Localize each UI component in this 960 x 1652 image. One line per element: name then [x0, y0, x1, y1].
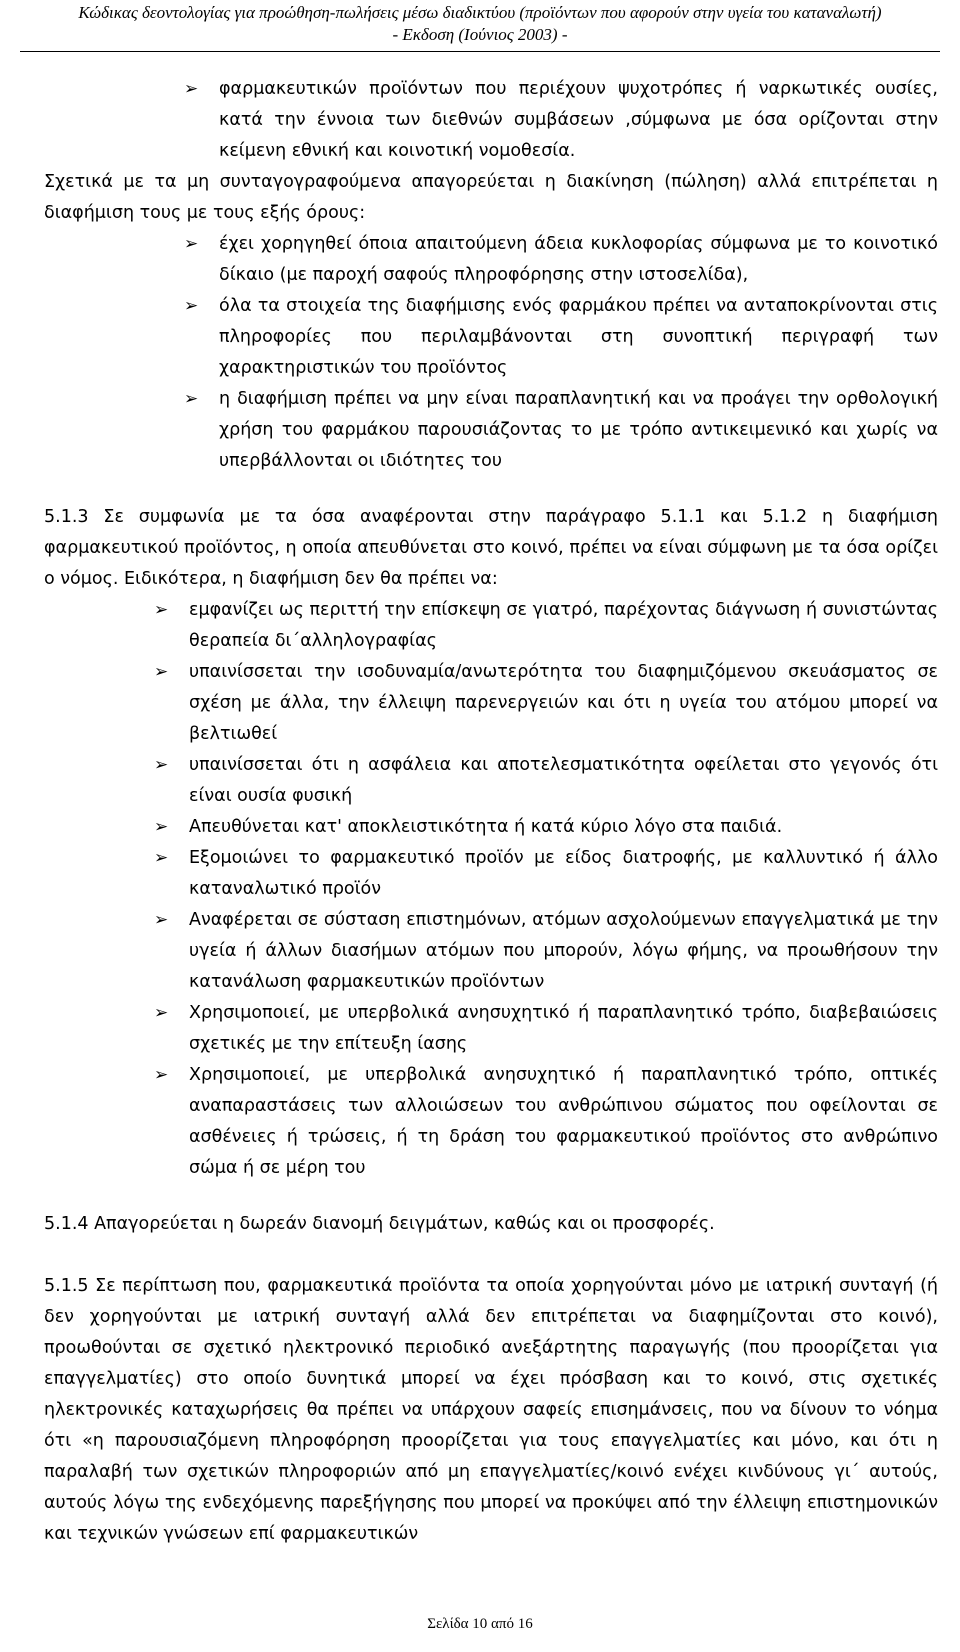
arrow-bullet-icon: ➢ — [154, 662, 169, 682]
header-title: Κώδικας δεοντολογίας για προώθηση-πωλήσεις μέσω διαδικτύου (προϊόντων που αφορούν στην υγεία του καταναλωτή) — [78, 3, 882, 22]
arrow-bullet-icon: ➢ — [154, 910, 169, 930]
arrow-bullet-icon: ➢ — [184, 234, 199, 254]
arrow-bullet-icon: ➢ — [154, 1065, 169, 1085]
bullet-list-2 — [44, 229, 938, 477]
list-item: ➢ εμφανίζει ως περιττή την επίσκεψη σε γιατρό, παρέχοντας διάγνωση ή συνιστώντας θεραπεία δι΄αλληλογραφίας — [44, 595, 938, 657]
paragraph-5-1-5: 5.1.5 Σε περίπτωση που, φαρμακευτικά προϊόντα τα οποία χορηγούνται μόνο με ιατρική συνταγή (ή δεν χορηγούνται με ιατρική συνταγή αλλά δεν επιτρέπεται να διαφημίζονται στο κοινό), προωθούνται σε σχετικό ηλεκτρονικό περιοδικό ανεξάρτητης παραγωγής (που προορίζεται για επαγγελματίες) στο οποίο δυνητικά μπορεί να έχει πρόσβαση και το κοινό, στις σχετικές ηλεκτρονικές καταχωρήσεις θα πρέπει να υπάρχουν σαφείς επισημάνσεις, που να δίνουν το νόημα ότι «η παρουσιαζόμενη πληροφόρηση προορίζεται για τους επαγγελματίες και μόνο, και ότι η παραλαβή των σχετικών πληροφοριών από μη επαγγελματίες/κοινό ενέχει κινδύνους γι΄ αυτούς, αυτούς λόγω της ενδεχόμενης παρεξήγησης που μπορεί να προκύψει από την έλλειψη επιστημονικών και τεχνικών γνώσεων επί φαρμακευτικών — [44, 1276, 938, 1544]
header-edition: - Εκδοση (Ιούνιος 2003) - — [392, 25, 568, 44]
header-divider — [20, 51, 940, 52]
arrow-bullet-icon: ➢ — [154, 848, 169, 868]
arrow-bullet-icon: ➢ — [184, 296, 199, 316]
list-item: ➢ Χρησιμοποιεί, με υπερβολικά ανησυχητικό ή παραπλανητικό τρόπο, οπτικές αναπαραστάσεις των αλλοιώσεων του ανθρώπινου σώματος που οφείλονται σε ασθένειες ή τρώσεις, ή τη δράση του φαρμακευτικού προϊόντος στο ανθρώπινο σώμα ή σε μέρη του — [44, 1060, 938, 1184]
list-item: ➢ φαρμακευτικών προϊόντων που περιέχουν ψυχοτρόπες ή ναρκωτικές ουσίες, κατά την έννοια των διεθνών συμβάσεων ,σύμφωνα με όσα ορίζονται στην κείμενη εθνική και κοινοτική νομοθεσία. — [44, 74, 938, 167]
bullet-list-1 — [44, 74, 938, 167]
arrow-bullet-icon: ➢ — [154, 1003, 169, 1023]
arrow-bullet-icon: ➢ — [184, 389, 199, 409]
paragraph-5-1-3: 5.1.3 Σε συμφωνία με τα όσα αναφέρονται στην παράγραφο 5.1.1 και 5.1.2 η διαφήμιση φαρμακευτικού προϊόντος, η οποία απευθύνεται στο κοινό, πρέπει να είναι σύμφωνη με τα όσα ορίζει ο νόμος. Ειδικότερα, η διαφήμιση δεν θα πρέπει να: — [44, 507, 938, 589]
paragraph-otc-advertising: Σχετικά με τα μη συνταγογραφούμενα απαγορεύεται η διακίνηση (πώληση) αλλά επιτρέπεται η διαφήμιση τους με τους εξής όρους: — [44, 172, 938, 223]
arrow-bullet-icon: ➢ — [154, 817, 169, 837]
list-item: ➢ η διαφήμιση πρέπει να μην είναι παραπλανητική και να προάγει την ορθολογική χρήση του φαρμάκου παρουσιάζοντας το με τρόπο αντικειμενικό και χωρίς να υπερβάλλονται οι ιδιότητες του — [44, 384, 938, 477]
list-item: ➢ Αναφέρεται σε σύσταση επιστημόνων, ατόμων ασχολούμενων επαγγελματικά με την υγεία ή άλλων διασήμων ατόμων που μπορούν, λόγω φήμης, να προωθήσουν την κατανάλωση φαρμακευτικών προϊόντων — [44, 905, 938, 998]
page-header — [0, 2, 960, 46]
list-item: ➢ Απευθύνεται κατ' αποκλειστικότητα ή κατά κύριο λόγο στα παιδιά. — [44, 812, 938, 843]
paragraph-5-1-4: 5.1.4 Απαγορεύεται η δωρεάν διανομή δειγμάτων, καθώς και οι προσφορές. — [44, 1214, 715, 1234]
list-item: ➢ Εξομοιώνει το φαρμακευτικό προϊόν με είδος διατροφής, με καλλυντικό ή άλλο καταναλωτικό προϊόν — [44, 843, 938, 905]
list-item: ➢ έχει χορηγηθεί όποια απαιτούμενη άδεια κυκλοφορίας σύμφωνα με το κοινοτικό δίκαιο (με παροχή σαφούς πληροφόρησης στην ιστοσελίδα), — [44, 229, 938, 291]
arrow-bullet-icon: ➢ — [154, 600, 169, 620]
document-body — [44, 74, 938, 1550]
list-item: ➢ όλα τα στοιχεία της διαφήμισης ενός φαρμάκου πρέπει να ανταποκρίνονται στις πληροφορίες που περιλαμβάνονται στη συνοπτική περιγραφή των χαρακτηριστικών του προϊόντος — [44, 291, 938, 384]
list-item: ➢ υπαινίσσεται την ισοδυναμία/ανωτερότητα του διαφημιζόμενου σκευάσματος σε σχέση με άλλα, την έλλειψη παρενεργειών και ότι η υγεία του ατόμου μπορεί να βελτιωθεί — [44, 657, 938, 750]
arrow-bullet-icon: ➢ — [154, 755, 169, 775]
arrow-bullet-icon: ➢ — [184, 79, 199, 99]
list-item: ➢ Χρησιμοποιεί, με υπερβολικά ανησυχητικό ή παραπλανητικό τρόπο, διαβεβαιώσεις σχετικές με την επίτευξη ίασης — [44, 998, 938, 1060]
bullet-list-3 — [44, 595, 938, 1184]
page-number: Σελίδα 10 από 16 — [427, 1616, 533, 1632]
list-item: ➢ υπαινίσσεται ότι η ασφάλεια και αποτελεσματικότητα οφείλεται στο γεγονός ότι είναι ουσία φυσική — [44, 750, 938, 812]
